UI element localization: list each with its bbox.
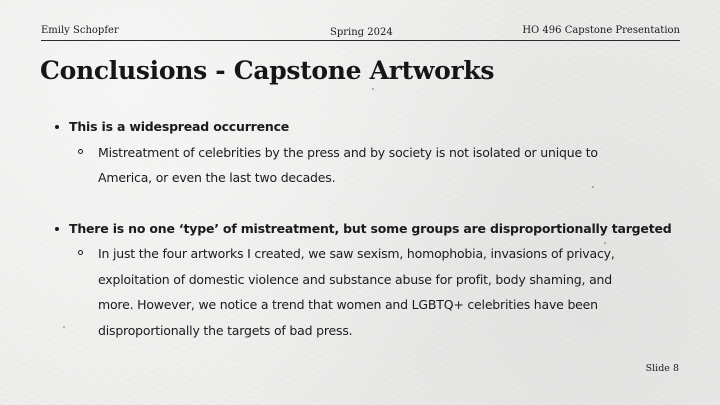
paper-speck [372, 88, 374, 90]
header-course: HO 496 Capstone Presentation [522, 25, 680, 36]
bullet-point-detail: Mistreatment of celebrities by the press and by society is not isolated or unique to America, or even the last two decades. [0, 140, 638, 191]
slide-number: Slide 8 [645, 363, 679, 374]
bullet-point-heading: This is a widespread occurrence [0, 114, 720, 140]
slide-title: Conclusions - Capstone Artworks [40, 56, 495, 85]
bullet-spacer [0, 191, 720, 216]
bullet-point-detail: In just the four artworks I created, we saw sexism, homophobia, invasions of privacy, exploitation of domestic violence and substance abuse for profit, body shaming, and more. However, we notice a trend that women and LGBTQ+ celebrities have been disproportionally the targets of bad press. [0, 241, 638, 343]
bullet-point-heading: There is no one ‘type’ of mistreatment, but some groups are disproportionally targeted [0, 216, 720, 242]
header-term: Spring 2024 [330, 27, 393, 38]
header-divider [41, 40, 680, 41]
slide-body [0, 114, 720, 343]
header-author: Emily Schopfer [41, 25, 119, 36]
